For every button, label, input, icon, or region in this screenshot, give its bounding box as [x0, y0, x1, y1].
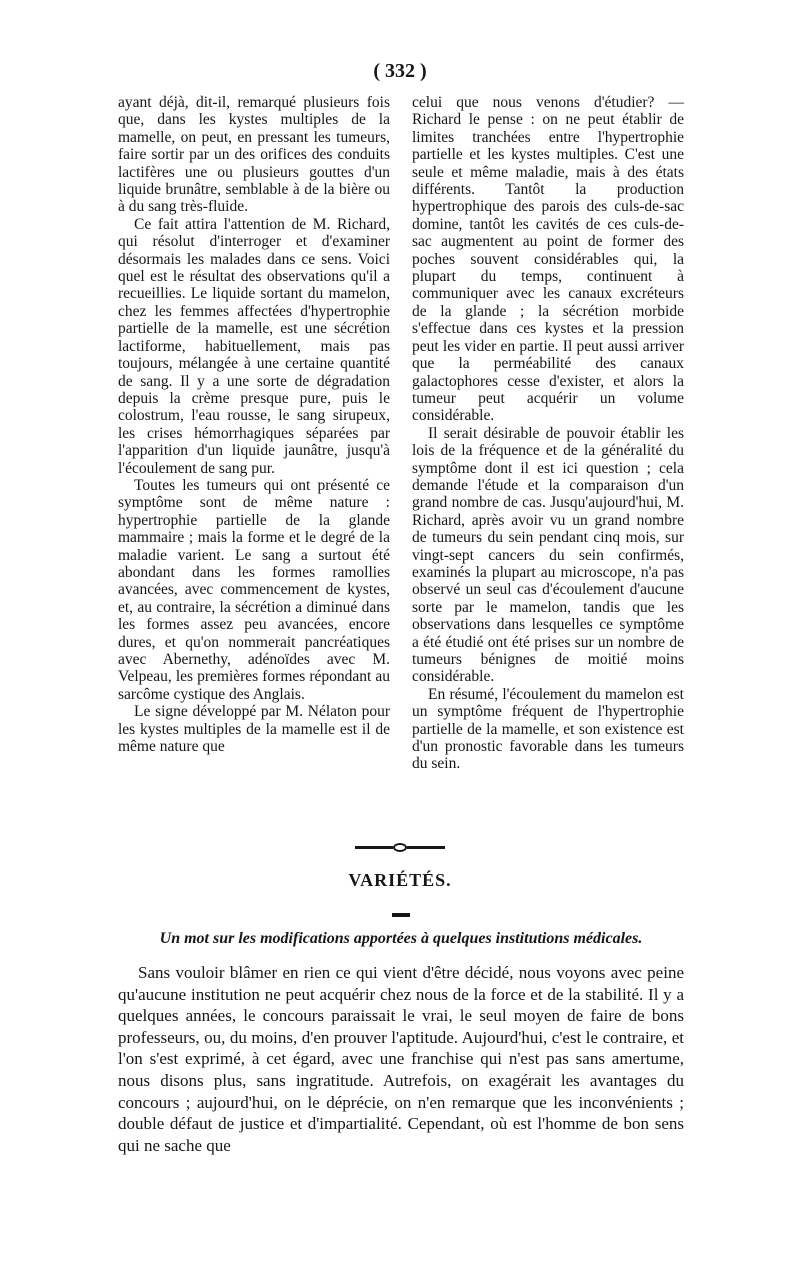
right-paragraph-1: celui que nous venons d'étudier? — Richard le pense : on ne peut établir de limites tranchées entre l'hypertrophie partielle et les kystes multiples. C'est une seule et même maladie, mais à des états différents. Tantôt la production hypertrophique des parois des culs-de-sac domine, tantôt les cavités de ces culs-de-sac augmentent au point de former des poches souvent considérables qui, la plupart du temps, continuent à communiquer avec les canaux excréteurs de la glande ; la sécrétion morbide s'effectue dans ces kystes et la pression peut les vider en partie. Il peut aussi arriver que la perméabilité des canaux galactophores cesse d'exister, et alors la tumeur peut acquérir un volume considérable. [412, 94, 684, 425]
right-column [412, 94, 684, 773]
article-body [118, 962, 684, 1156]
ornament-knot [393, 843, 407, 852]
ornament-right-bar [407, 846, 445, 849]
title-rule [392, 913, 410, 917]
left-paragraph-2: Ce fait attira l'attention de M. Richard, qui résolut d'interroger et d'examiner désormais les malades dans ce sens. Voici quel est le résultat des observations qu'il a recueillies. Le liquide sortant du mamelon, chez les femmes affectées d'hypertrophie partielle de la mamelle, est une sécrétion lactiforme, habituellement, mais pas toujours, mélangée à une certaine quantité de sang. Il y a une sorte de dégradation depuis la crème presque pure, puis le colostrum, l'eau rousse, le sang sirupeux, les crises hémorrhagiques séparées par l'apparition d'un liquide jaunâtre, jusqu'à l'écoulement de sang pur. [118, 215, 390, 477]
left-column [118, 94, 390, 755]
left-paragraph-3: Toutes les tumeurs qui ont présenté ce symptôme sont de même nature : hypertrophie partielle de la glande mammaire ; mais la forme et le degré de la maladie varient. Le sang a surtout été abondant dans les formes ramollies avancées, avec commencement de kystes, et, au contraire, la sécrétion a diminué dans les formes assez peu avancées, encore dures, et qu'on nommerait pancréatiques avec Abernethy, adénoïdes avec M. Velpeau, les premières formes répondant au sarcôme cystique des Anglais. [118, 476, 390, 703]
page-number: ( 332 ) [373, 60, 427, 82]
section-divider-ornament [350, 843, 450, 853]
right-paragraph-2: Il serait désirable de pouvoir établir les lois de la fréquence et de la généralité du symptôme dont il est ici question ; cela demande l'étude et la comparaison d'un grand nombre de cas. Jusqu'aujourd'hui, M. Richard, après avoir vu un grand nombre de tumeurs du sein pendant cinq mois, sur vingt-sept cancers du sein confirmés, examinés la plupart au microscope, n'a pas observé un seul cas d'écoulement d'aucune sorte par le mamelon, tandis que les observations dans lesquelles ce symptôme a été étudié ont été prises sur un nombre de tumeurs bénignes de moitié moins considérable. [412, 424, 684, 686]
ornament-left-bar [355, 846, 393, 849]
section-title: VARIÉTÉS. [348, 870, 452, 890]
left-paragraph-1: ayant déjà, dit-il, remarqué plusieurs fois que, dans les kystes multiples de la mamelle, on peut, en pressant les tumeurs, faire sortir par un des orifices des conduits lactifères une ou plusieurs gouttes d'un liquide brunâtre, semblable à de la bière ou à du sang très-fluide. [118, 94, 390, 216]
left-paragraph-4: Le signe développé par M. Nélaton pour les kystes multiples de la mamelle est il de même nature que [118, 703, 390, 756]
article-paragraph: Sans vouloir blâmer en rien ce qui vient d'être décidé, nous voyons avec peine qu'aucune institution ne peut acquérir chez nous de la force et de la stabilité. Il y a quelques années, le concours paraissait le vrai, le seul moyen de faire de bons professeurs, ou, du moins, d'en prouver l'aptitude. Aujourd'hui, c'est le contraire, et l'on s'est exprimé, à cet égard, avec une franchise qui n'est pas sans amertume, nous disons plus, sans ingratitude. Autrefois, on exagérait les avantages du concours ; aujourd'hui, on le déprécie, on n'en remarque que les inconvénients ; double défaut de justice et d'impartialité. Cependant, où est l'homme de bon sens qui ne sache que [118, 963, 684, 1155]
right-paragraph-3: En résumé, l'écoulement du mamelon est un symptôme fréquent de l'hypertrophie partielle de la mamelle, et son existence est d'un pronostic favorable dans les tumeurs du sein. [412, 685, 684, 773]
article-title: Un mot sur les modifications apportées à quelques institutions médicales. [159, 930, 643, 947]
